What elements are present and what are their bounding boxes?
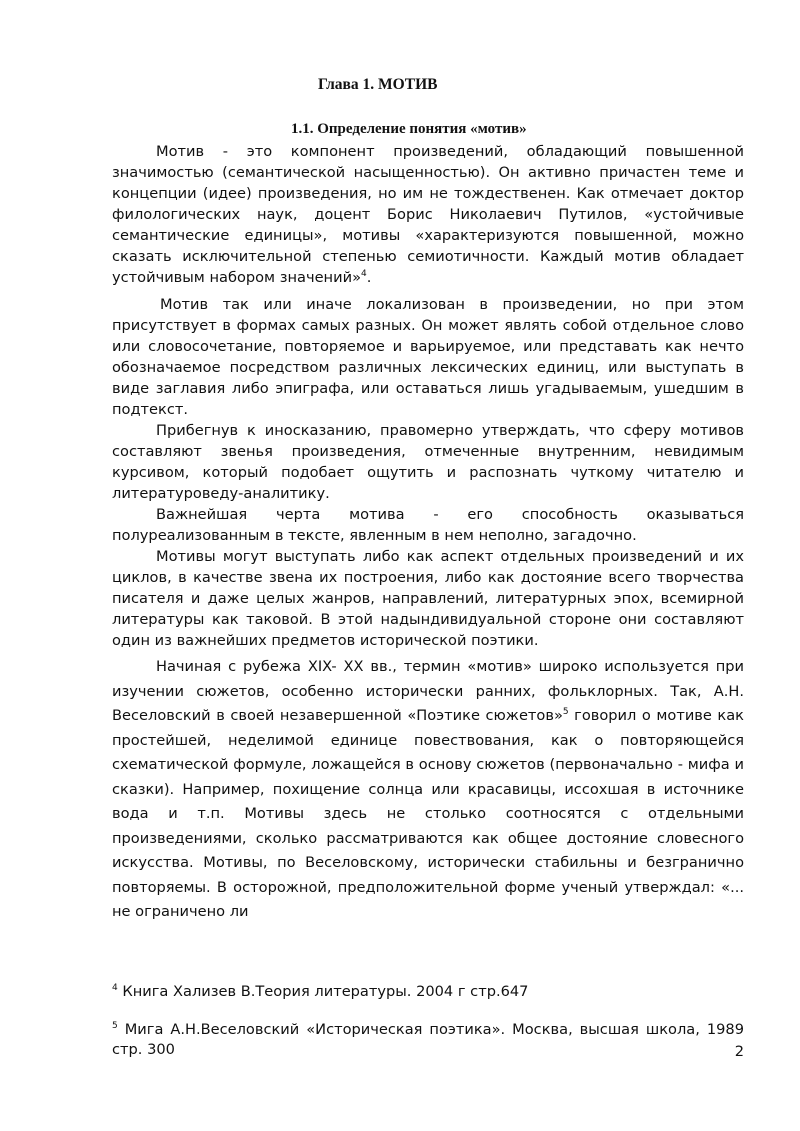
page-number: 2 — [734, 1043, 744, 1060]
footnote-4: $^4$ Книга Хализев В.Теория литературы. 2004 г стр.647 — [112, 983, 529, 1000]
footnote-number: 4 — [112, 983, 118, 994]
section-title: 1.1. Определение понятия «мотив» — [291, 121, 527, 137]
chapter-title: Глава 1. МОТИВ — [318, 76, 438, 93]
paragraph-1: Мотив - это компонент произведений, обладающий повышенной значимостью (семантической насыщенностью). Он активно причастен теме и концепции (идее) произведения, но им не тождественен. Как отмечает доктор филологических наук, доцент Борис Николаевич Путилов, «устойчивые семантические единицы», мотивы «характеризуются повышенной, можно сказать исключительной степенью семиотичности. Каждый мотив обладает устойчивым набором значений»$^4$. — [112, 143, 744, 286]
paragraph-4: Важнейшая черта мотива - его способность оказываться полуреализованным в тексте, явленным в нем неполно, загадочно. — [112, 506, 744, 544]
footnote-number: 5 — [112, 1021, 118, 1032]
footnote-5: $^5$ Мига А.Н.Веселовский «Историческая поэтика». Москва, высшая школа, 1989 стр. 300 — [112, 1021, 744, 1058]
footnote-5-clip — [112, 1020, 744, 1058]
body-text — [112, 141, 744, 925]
footnote-ref-4[interactable]: 4 — [361, 269, 367, 280]
paragraph-6: Начиная с рубежа XIX- XX вв., термин «мотив» широко используется при изучении сюжетов, особенно исторически ранних, фольклорных. Так, А.Н. Веселовский в своей незавершенной «Поэтике сюжетов»$^5$ говорил о мотиве как простейшей, неделимой единице повествования, как о повторяющейся схематической формуле, ложащейся в основу сюжетов (первоначально - мифа и сказки). Например, похищение солнца или красавицы, иссохшая в источнике вода и т.п. Мотивы здесь не столько соотносятся с отдельными произведениями, сколько рассматриваются как общее достояние словесного искусства. Мотивы, по Веселовскому, исторически стабильны и безгранично повторяемы. В осторожной, предположительной форме ученый утверждал: «... не ограничено ли — [112, 658, 744, 920]
paragraph-5: Мотивы могут выступать либо как аспект отдельных произведений и их циклов, в качестве звена их построения, либо как достояние всего творчества писателя и даже целых жанров, направлений, литературных эпох, всемирной литературы как таковой. В этой надындивидуальной стороне они составляют один из важнейших предметов исторической поэтики. — [112, 548, 744, 649]
paragraph-3: Прибегнув к иносказанию, правомерно утверждать, что сферу мотивов составляют звенья произведения, отмеченные внутренним, невидимым курсивом, который подобает ощутить и распознать чуткому читателю и литературоведу-аналитику. — [112, 422, 744, 502]
footnote-ref-5[interactable]: 5 — [562, 707, 569, 718]
paragraph-2: Мотив так или иначе локализован в произведении, но при этом присутствует в формах самых разных. Он может являть собой отдельное слово или словосочетание, повторяемое и варьируемое, или представать как нечто обозначаемое посредством различных лексических единиц, или выступать в виде заглавия либо эпиграфа, или оставаться лишь угадываемым, ушедшим в подтекст. — [112, 296, 744, 418]
